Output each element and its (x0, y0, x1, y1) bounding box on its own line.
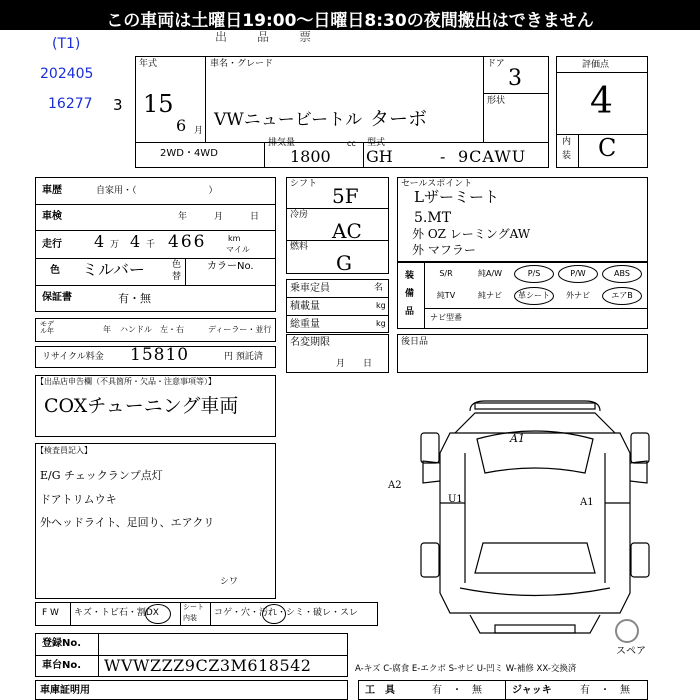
history-label: 車歴 (42, 185, 62, 196)
equipment-item: 純A/W (477, 269, 503, 278)
model-dash: - (440, 147, 446, 166)
equipment-item: S/R (439, 269, 453, 278)
seat-note: シワ (220, 577, 239, 587)
later-items-label: 後日品 (401, 337, 429, 347)
lot-number: 16277 (48, 96, 93, 112)
seller-notes-label: 【出品店申告欄（不具箇所・欠品・注意事項等）】 (36, 377, 216, 386)
load-unit: kg (376, 301, 386, 310)
model-year-label: モデル年 (40, 320, 54, 335)
warranty-label: 保証書 (42, 292, 72, 303)
fuel-label: 燃料 (290, 242, 309, 252)
drive-label: 2WD・4WD (160, 148, 218, 159)
equipment-item: P/S (514, 265, 554, 283)
later-items-box (397, 334, 648, 373)
gross-unit: kg (376, 319, 386, 328)
month-value: 6 (176, 116, 187, 135)
vin-label: 車台No. (42, 660, 82, 671)
mile-unit: マイル (226, 245, 250, 254)
garage-cert-label: 車庫証明用 (40, 685, 90, 696)
displacement-label: 排気量 (268, 138, 296, 148)
car-grade: ターボ (370, 108, 428, 130)
capacity-unit: 名 (374, 283, 384, 293)
fw-circle (145, 604, 171, 624)
ac-label: 冷房 (290, 210, 309, 220)
fw-text: キズ・トビ石・割DX (74, 608, 159, 618)
door-value: 3 (508, 66, 522, 91)
color-value: ミルバー (82, 260, 145, 279)
sales-point-label: セールスポイント (401, 179, 473, 189)
model-label: 型式 (367, 138, 386, 148)
km-unit: km (228, 234, 241, 243)
handle-label: ハンドル 左・右 (120, 325, 184, 334)
car-body-diagram (395, 393, 675, 653)
deadline-units: 月 日 (336, 359, 373, 369)
equipment-label-2: 備 (405, 289, 415, 299)
mileage-sen: 4 (130, 232, 141, 251)
seller-notes-text: COXチューニング車両 (44, 395, 239, 417)
capacity-label: 乗車定員 (290, 283, 330, 294)
color-change-1: 色 (172, 260, 182, 270)
history-value: 自家用・（ ） (96, 186, 218, 196)
inspection-label: 車検 (42, 211, 62, 222)
color-label: 色 (50, 265, 60, 276)
jack-value: 有 ・ 無 (580, 685, 630, 696)
ac-value: AC (332, 219, 362, 243)
recycle-value: 15810 (130, 345, 190, 365)
cc-unit: cc (347, 139, 356, 148)
model-code: 9CAWU (458, 147, 527, 166)
seat-text: コゲ・穴・汚れ・シミ・破レ・スレ (214, 608, 359, 618)
diagram-mark-left: A2 (388, 480, 402, 491)
notice-text: この車両は土曜日19:00～日曜日8:30の夜間搬出はできません (106, 11, 594, 31)
color-change-2: 替 (172, 272, 182, 282)
mileage-label: 走行 (42, 239, 62, 250)
equipment-item: ABS (602, 265, 642, 283)
mileage-man: 4 (94, 232, 105, 251)
shift-label: シフト (290, 179, 318, 189)
sen-unit: 千 (146, 240, 156, 250)
seat-label-1: シート (183, 603, 204, 611)
sales-line-1: Lザーミート (414, 188, 499, 206)
interior-label-1: 内 (562, 137, 572, 147)
mileage-rest: 466 (168, 232, 207, 252)
lot-date: 202405 (40, 66, 94, 82)
sales-line-2: 5.MT (414, 210, 452, 226)
diagram-mark-leftdoor: U1 (448, 494, 463, 505)
spare-label: スペア (616, 646, 646, 657)
deadline-label: 名変期限 (290, 337, 330, 348)
equipment-item: 外ナビ (566, 291, 590, 300)
gross-label: 総重量 (290, 319, 320, 330)
lot-tag: (T1) (52, 36, 81, 52)
car-name: VWニュービートル (214, 110, 363, 130)
equipment-item: 純TV (436, 291, 456, 300)
diagram-mark-roof: A1 (510, 432, 525, 445)
interior-label-2: 装 (562, 151, 572, 161)
sheet-title: 出品票 (215, 30, 342, 44)
equipment-label-3: 品 (405, 307, 415, 317)
year-value: 15 (143, 90, 174, 118)
load-label: 積載量 (290, 301, 320, 312)
equipment-item: エアB (602, 287, 642, 305)
sales-line-4: 外 マフラー (412, 243, 476, 257)
door-label: ドア (487, 59, 505, 69)
warranty-value: 有・無 (118, 292, 151, 305)
year-label: 年式 (139, 59, 158, 69)
dealer-label: ディーラー・並行 (208, 325, 272, 334)
equipment-label-1: 装 (405, 271, 415, 281)
model-year-unit: 年 (103, 325, 111, 334)
fuel-value: G (336, 251, 352, 275)
month-suffix: 月 (194, 126, 204, 136)
model-prefix: GH (366, 147, 393, 166)
inspection-units: 年 月 日 (178, 212, 260, 222)
lot-suffix: 3 (113, 96, 123, 114)
displacement-value: 1800 (290, 147, 331, 166)
colorno-label: カラーNo. (207, 261, 254, 272)
jack-label: ジャッキ (512, 685, 552, 696)
recycle-unit: 円 預託済 (224, 352, 263, 362)
equipment-item: 純ナビ (478, 291, 502, 300)
reg-no-label: 登録No. (42, 638, 82, 649)
seat-label-2: 内装 (183, 614, 197, 622)
man-unit: 万 (110, 240, 120, 250)
score-value: 4 (590, 81, 613, 122)
shape-label: 形状 (487, 96, 506, 106)
score-label: 評価点 (582, 60, 610, 70)
tools-value: 有 ・ 無 (432, 685, 482, 696)
vin-value: WVWZZZ9CZ3M618542 (104, 656, 312, 675)
inspector-line-2: ドアトリムウキ (40, 493, 117, 506)
damage-legend: A-キズ C-腐食 E-エクボ S-サビ U-凹ミ W-補修 XX-交換済 (355, 664, 577, 674)
name-label: 車名・グレード (210, 59, 274, 69)
seat-circle (262, 604, 286, 624)
diagram-mark-rightdoor: A1 (580, 497, 594, 508)
recycle-label: リサイクル料金 (42, 352, 104, 362)
inspector-line-3: 外ヘッドライト、足回り、エアクリ (40, 516, 215, 529)
shift-value: 5F (332, 184, 359, 208)
navi-model-label: ナビ型番 (430, 313, 462, 322)
sales-line-3: 外 OZ レーミングAW (412, 227, 531, 241)
equipment-item: P/W (558, 265, 598, 283)
inspector-label: 【検査員記入】 (36, 446, 92, 455)
tools-label: 工 具 (365, 685, 395, 696)
inspector-line-1: E/G チェックランプ点灯 (40, 469, 163, 482)
fw-label: F W (42, 608, 59, 618)
equipment-item: 革シート (514, 287, 554, 305)
interior-grade: C (598, 134, 617, 162)
